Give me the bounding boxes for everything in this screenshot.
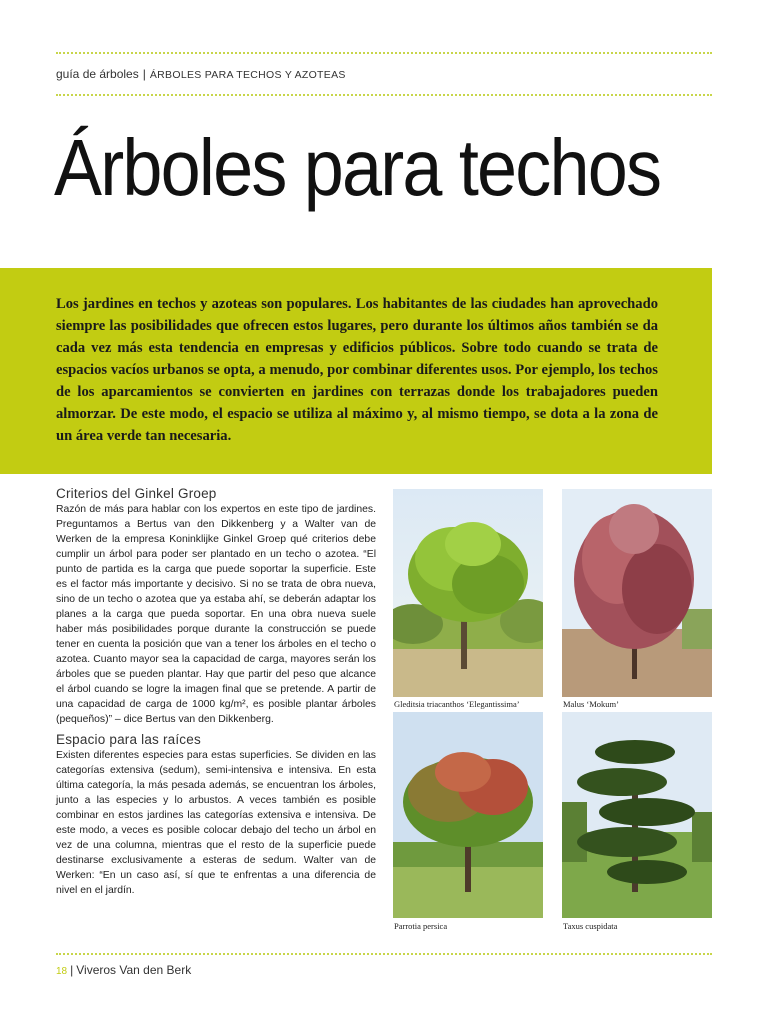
page-title: Árboles para techos [54,123,661,212]
tree-gleditsia-image [393,489,543,697]
intro-box [0,268,712,474]
footer [56,963,191,977]
caption-parrotia: Parrotia persica [394,921,448,931]
page-number: 18 [56,966,68,977]
caption-taxus: Taxus cuspidata [563,921,618,931]
breadcrumb [56,67,346,81]
top-dotted-divider [56,52,712,54]
photo-taxus [562,712,712,918]
header-dotted-divider [56,94,712,96]
article-column [56,486,376,903]
tree-taxus-image [562,712,712,918]
intro-text: Los jardines en techos y azoteas son populares. Los habitantes de las ciudades han aprovechado siempre las posibilidades que ofrecen estos lugares, pero durante los últimos años también se da cada vez más esta tendencia en empresas y edificios públicos. Sobre todo cuando se trata de espacios vacíos urbanos se opta, a menudo, por combinar diferentes usos. Por ejemplo, los techos de los aparcamientos se convierten en jardines con terrazas donde los trabajadores pueden almorzar. De este modo, el espacio se utiliza al máximo y, al mismo tiempo, se dota a la zona de un área verde tan necesaria. [56,296,658,444]
footer-dotted-divider [56,953,712,955]
caption-malus: Malus ‘Mokum’ [563,699,619,709]
section-body-raices: Existen diferentes especies para estas superficies. Se dividen en las categorías extensiva (sedum), semi-intensiva e intensiva. En esta última categoría, la más pesada además, se encuentran los árboles, junto a las especies y lo arbustos. A veces también es posible combinar en estos jardines las categorías extensiva e intensiva. De este modo, a veces es posible colocar debajo del techo un árbol en vez de una columna, mientras que el resto de la superficie puede destinarse exclusivamente a esteras de sedum. Walter van de Werken: “En un caso así, sí que te enfrentas a una diferencia de nivel en el jardín. [56,750,376,896]
tree-parrotia-image [393,712,543,918]
section-body-criterios: Razón de más para hablar con los expertos en este tipo de jardines. Preguntamos a Bertus van den Dikkenberg y a Walter van de Werken de la empresa Koninklijke Ginkel Groep qué criterios debe cumplir un árbol para poder ser plantado en un techo o azotea. “El punto de partida es la carga que puede soportar la superficie. Este es el factor más importante y decisivo. Si no se trata de obra nueva, sino de un techo o azotea que ya estaba ahí, se deberán adaptar los planes a la carga que pueda soportar. En una obra nueva suele haber más posibilidades porque durante la construcción se puede tener en cuenta la posición que van a tener los árboles en el techo o azotea. Cuanto mayor sea la capacidad de carga, mayores serán los árboles que se pueden plantar. Hay que partir del peso que alcance el árbol cuando se logre la imagen final que se pretende. A partir de una capacidad de carga de 1000 kg/m², es posible plantar árboles (pequeños)” – dice Bertus van den Dikkenberg. [56,504,376,725]
section-label: ÁRBOLES PARA TECHOS Y AZOTEAS [149,69,346,81]
footer-separator: | [70,963,74,977]
section-heading-criterios: Criterios del Ginkel Groep [56,486,217,501]
photo-gleditsia [393,489,543,697]
section-heading-raices: Espacio para las raíces [56,732,201,747]
photo-malus [562,489,712,697]
company-name: Viveros Van den Berk [76,963,192,977]
tree-malus-image [562,489,712,697]
caption-gleditsia: Gleditsia triacanthos ‘Elegantissima’ [394,699,520,709]
photo-parrotia [393,712,543,918]
guide-label: guía de árboles [56,67,139,81]
breadcrumb-separator: | [142,67,146,81]
